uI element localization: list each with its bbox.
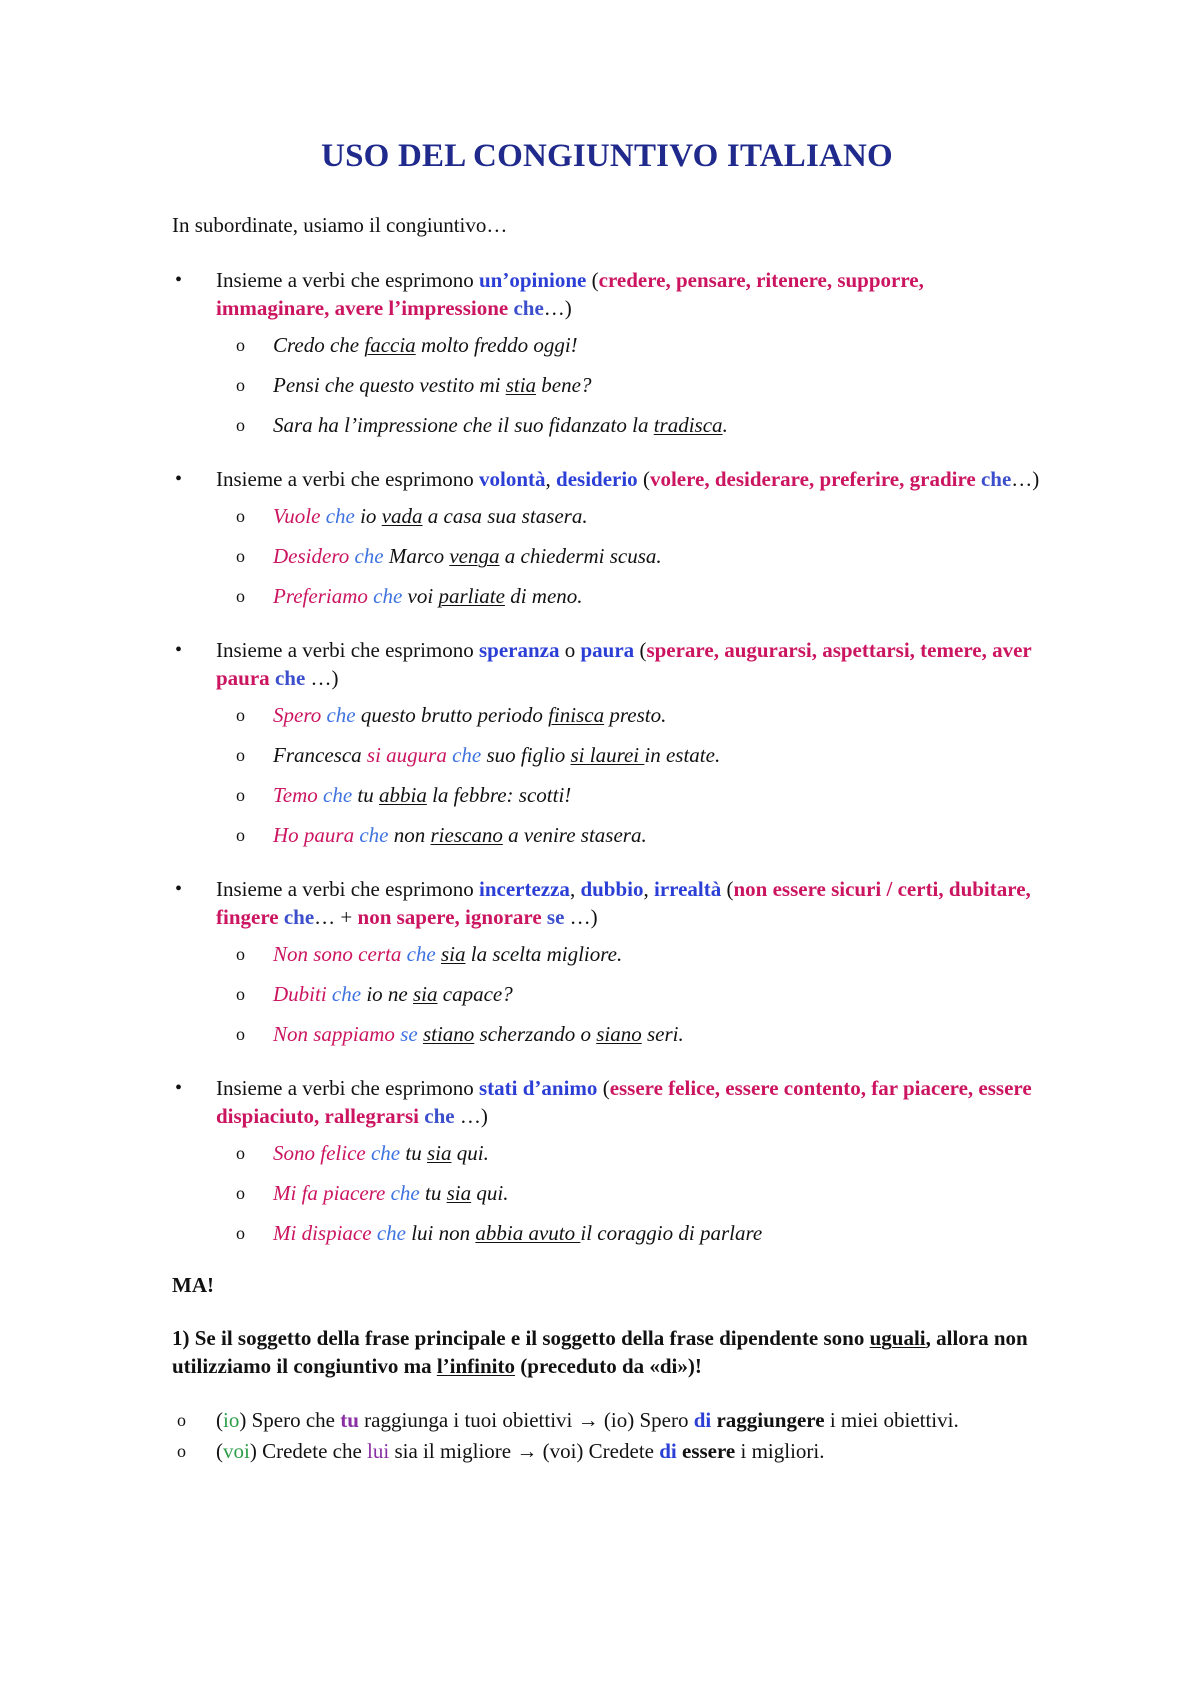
separator: , xyxy=(569,877,581,901)
intro-text: In subordinate, usiamo il congiuntivo… xyxy=(172,213,508,237)
heading-tail: …) xyxy=(564,905,598,929)
bullet-icon: • xyxy=(175,269,183,291)
example-list xyxy=(172,332,1042,438)
paren-open: ( xyxy=(597,1076,610,1100)
infinitive-example-list xyxy=(172,1406,1042,1465)
example-text: Credo che xyxy=(273,333,365,357)
sub-bullet-icon: o xyxy=(236,1183,245,1203)
bullet-icon: • xyxy=(175,639,183,661)
conjunction: che xyxy=(385,1181,420,1205)
section-opinione xyxy=(172,266,1042,438)
example-text: in estate. xyxy=(644,743,721,767)
sub-bullet-icon: o xyxy=(236,745,245,765)
che-label: che xyxy=(419,1104,455,1128)
rule-text: 1) Se il soggetto della frase principale e il soggetto della frase dipendente sono xyxy=(172,1326,870,1350)
example-list xyxy=(172,702,1042,848)
category-label: desiderio xyxy=(556,467,638,491)
subjunctive-verb: si laurei xyxy=(570,743,645,767)
bullet-heading xyxy=(172,636,1042,692)
example-item xyxy=(172,1140,1042,1166)
example-text: tu xyxy=(400,1141,427,1165)
example-text: seri. xyxy=(641,1022,684,1046)
conjunction: che xyxy=(354,823,389,847)
sub-bullet-icon: o xyxy=(236,375,245,395)
conjunction: che xyxy=(367,584,403,608)
example-text: Marco xyxy=(383,544,450,568)
rule-text: , allora non utilizziamo il congiuntivo ma xyxy=(172,1326,1028,1378)
subjunctive-verb: parliate xyxy=(438,584,505,608)
subject-main: io xyxy=(223,1408,240,1432)
subject-main: voi xyxy=(223,1439,250,1463)
subjunctive-verb: tradisca xyxy=(653,413,723,437)
conjunction: che xyxy=(317,783,353,807)
example-item xyxy=(172,742,1042,768)
main-verb: Ho paura xyxy=(273,823,355,847)
subjunctive-verb: stiano xyxy=(422,1022,475,1046)
example-list xyxy=(172,503,1042,609)
conjunction: che xyxy=(371,1221,406,1245)
category-label: volontà xyxy=(479,467,546,491)
conjunction: che xyxy=(326,982,362,1006)
rule-text: (preceduto da «di»)! xyxy=(515,1354,702,1378)
heading-lead: Insieme a verbi che esprimono xyxy=(216,1076,479,1100)
subjunctive-verb: siano xyxy=(596,1022,642,1046)
example-item xyxy=(172,1021,1042,1047)
category-label: incertezza xyxy=(479,877,570,901)
subjunctive-verb: sia xyxy=(412,982,438,1006)
infinitive-example xyxy=(172,1406,1042,1434)
che-label: che xyxy=(508,296,544,320)
example-list xyxy=(172,1140,1042,1246)
rule-emphasis: uguali xyxy=(869,1326,926,1350)
conjunction: che xyxy=(401,942,436,966)
che-label: che xyxy=(278,905,315,929)
section-speranza xyxy=(172,636,1042,848)
che-label: che xyxy=(269,666,306,690)
sub-bullet-icon: o xyxy=(236,825,245,845)
category-label: stati d’animo xyxy=(479,1076,598,1100)
conjunction: che xyxy=(365,1141,401,1165)
category-label: irrealtà xyxy=(654,877,722,901)
heading-tail: …) xyxy=(543,296,572,320)
example-text: suo figlio xyxy=(481,743,571,767)
example-item xyxy=(172,543,1042,569)
heading-lead: Insieme a verbi che esprimono xyxy=(216,638,479,662)
sub-bullet-icon: o xyxy=(236,586,245,606)
subjunctive-verb: riescano xyxy=(430,823,503,847)
subjunctive-verb: abbia xyxy=(379,783,427,807)
example-item xyxy=(172,941,1042,967)
main-verb: Mi dispiace xyxy=(273,1221,372,1245)
sub-bullet-icon: o xyxy=(236,415,245,435)
example-item xyxy=(172,583,1042,609)
sub-bullet-icon: o xyxy=(236,1024,245,1044)
se-label: se xyxy=(541,905,565,929)
subjunctive-verb: sia xyxy=(426,1141,452,1165)
subjunctive-verb: venga xyxy=(449,544,500,568)
example-text: a venire stasera. xyxy=(502,823,647,847)
subjunctive-verb: sia xyxy=(446,1181,472,1205)
heading-tail: …) xyxy=(1011,467,1040,491)
example-text: la febbre: scotti! xyxy=(426,783,572,807)
verb-list: non essere sicuri / certi, dubitare, fingere xyxy=(216,877,1031,929)
sub-bullet-icon: o xyxy=(236,1223,245,1243)
main-verb: Vuole xyxy=(273,504,321,528)
example-text: questo brutto periodo xyxy=(355,703,549,727)
heading-lead: Insieme a verbi che esprimono xyxy=(216,877,479,901)
conjunction: che xyxy=(321,703,356,727)
example-text: non xyxy=(388,823,431,847)
category-label: un’opinione xyxy=(479,268,587,292)
example-item xyxy=(172,412,1042,438)
main-verb: Temo xyxy=(273,783,318,807)
example-item xyxy=(172,702,1042,728)
example-text: sia il migliore → (voi) Credete xyxy=(389,1439,660,1463)
example-text: ) Credete che xyxy=(249,1439,368,1463)
bullet-icon: • xyxy=(175,468,183,490)
section-stati-animo xyxy=(172,1074,1042,1246)
example-text: lui non xyxy=(405,1221,476,1245)
subject-dependent: lui xyxy=(367,1439,390,1463)
infinitive-verb: raggiungere xyxy=(716,1408,825,1432)
bullet-heading xyxy=(172,875,1042,931)
example-text: ) Spero che xyxy=(239,1408,341,1432)
section-incertezza xyxy=(172,875,1042,1047)
sub-bullet-icon: o xyxy=(236,944,245,964)
verb-list: credere, pensare, ritenere, supporre, immaginare, avere l’impressione xyxy=(216,268,924,320)
example-text: Sara ha l’impressione che il suo fidanzato la xyxy=(273,413,654,437)
main-verb: Dubiti xyxy=(273,982,327,1006)
ma-heading: MA! xyxy=(172,1273,214,1297)
example-item xyxy=(172,782,1042,808)
paren-open: ( xyxy=(721,877,734,901)
example-text: i miei obiettivi. xyxy=(824,1408,959,1432)
di-preposition: di xyxy=(659,1439,677,1463)
conjunction: che xyxy=(320,504,355,528)
heading-tail: …) xyxy=(305,666,339,690)
separator: , xyxy=(545,467,557,491)
sub-bullet-icon: o xyxy=(236,506,245,526)
paren-open: ( xyxy=(586,268,599,292)
example-text: molto freddo oggi! xyxy=(415,333,578,357)
sub-bullet-icon: o xyxy=(177,1410,186,1430)
bullet-heading xyxy=(172,266,1042,322)
example-text: tu xyxy=(352,783,379,807)
example-text: ( xyxy=(216,1408,223,1432)
example-text: Francesca xyxy=(273,743,367,767)
main-verb: Non sono certa xyxy=(273,942,402,966)
document-page xyxy=(172,138,1042,1468)
example-text: i migliori. xyxy=(735,1439,825,1463)
example-text: qui. xyxy=(451,1141,489,1165)
main-verb: Desidero xyxy=(273,544,350,568)
example-text: capace? xyxy=(437,982,513,1006)
example-item xyxy=(172,822,1042,848)
example-text: a casa sua stasera. xyxy=(422,504,588,528)
example-text: tu xyxy=(419,1181,447,1205)
paren-open: ( xyxy=(637,467,650,491)
section-volonta xyxy=(172,465,1042,609)
paren-open: ( xyxy=(634,638,647,662)
example-text: io ne xyxy=(361,982,413,1006)
example-text: ( xyxy=(216,1439,223,1463)
rule-emphasis: l’infinito xyxy=(436,1354,516,1378)
example-item xyxy=(172,372,1042,398)
infinitive-example xyxy=(172,1437,1042,1465)
example-text: . xyxy=(722,413,728,437)
sub-bullet-icon: o xyxy=(236,1143,245,1163)
example-item xyxy=(172,1180,1042,1206)
page-title: USO DEL CONGIUNTIVO ITALIANO xyxy=(321,138,893,174)
separator: … + xyxy=(314,905,358,929)
example-item xyxy=(172,981,1042,1007)
example-text: scherzando o xyxy=(474,1022,597,1046)
subjunctive-verb: abbia avuto xyxy=(475,1221,581,1245)
verb-list: sperare, augurarsi, aspettarsi, temere, aver paura xyxy=(216,638,1032,690)
example-text: bene? xyxy=(536,373,592,397)
verb-list: volere, desiderare, preferire, gradire xyxy=(649,467,976,491)
heading-lead: Insieme a verbi che esprimono xyxy=(216,268,479,292)
sub-bullet-icon: o xyxy=(236,705,245,725)
heading-lead: Insieme a verbi che esprimono xyxy=(216,467,479,491)
subject-dependent: tu xyxy=(340,1408,359,1432)
category-label: dubbio xyxy=(580,877,644,901)
sub-bullet-icon: o xyxy=(236,984,245,1004)
example-text: Pensi che questo vestito mi xyxy=(273,373,506,397)
rule-1 xyxy=(172,1324,1042,1380)
category-label: paura xyxy=(580,638,635,662)
conjunction: che xyxy=(446,743,482,767)
subjunctive-verb: faccia xyxy=(364,333,416,357)
example-item xyxy=(172,503,1042,529)
sub-bullet-icon: o xyxy=(177,1441,186,1461)
heading-tail: …) xyxy=(454,1104,488,1128)
example-text: presto. xyxy=(604,703,667,727)
separator: o xyxy=(559,638,581,662)
example-list xyxy=(172,941,1042,1047)
main-verb: Spero xyxy=(273,703,322,727)
bullet-heading xyxy=(172,465,1042,493)
example-text: qui. xyxy=(471,1181,509,1205)
example-text: io xyxy=(354,504,382,528)
verb-list: non sapere, ignorare xyxy=(357,905,542,929)
sub-bullet-icon: o xyxy=(236,546,245,566)
sub-bullet-icon: o xyxy=(236,785,245,805)
subjunctive-verb: stia xyxy=(505,373,537,397)
example-text: raggiunga i tuoi obiettivi → (io) Spero xyxy=(358,1408,694,1432)
che-label: che xyxy=(975,467,1012,491)
example-text: il coraggio di parlare xyxy=(580,1221,763,1245)
subjunctive-verb: finisca xyxy=(548,703,605,727)
subjunctive-verb: vada xyxy=(381,504,423,528)
bullet-heading xyxy=(172,1074,1042,1130)
example-text: voi xyxy=(402,584,439,608)
subjunctive-verb: sia xyxy=(440,942,466,966)
main-verb: Mi fa piacere xyxy=(273,1181,386,1205)
main-verb: Non sappiamo xyxy=(273,1022,395,1046)
di-preposition: di xyxy=(693,1408,712,1432)
conjunction: che xyxy=(349,544,384,568)
example-item xyxy=(172,1220,1042,1246)
main-verb: Sono felice xyxy=(273,1141,366,1165)
example-text: a chiedermi scusa. xyxy=(499,544,662,568)
bullet-icon: • xyxy=(175,1077,183,1099)
conjunction: se xyxy=(394,1022,418,1046)
infinitive-verb: essere xyxy=(682,1439,736,1463)
verb-list: essere felice, essere contento, far piacere, essere dispiaciuto, rallegrarsi xyxy=(216,1076,1032,1128)
example-item xyxy=(172,332,1042,358)
example-text: di meno. xyxy=(504,584,583,608)
main-verb: Preferiamo xyxy=(273,584,368,608)
category-label: speranza xyxy=(479,638,560,662)
main-verb: si augura xyxy=(366,743,447,767)
sub-bullet-icon: o xyxy=(236,335,245,355)
separator: , xyxy=(643,877,654,901)
example-text: la scelta migliore. xyxy=(465,942,623,966)
bullet-icon: • xyxy=(175,878,183,900)
